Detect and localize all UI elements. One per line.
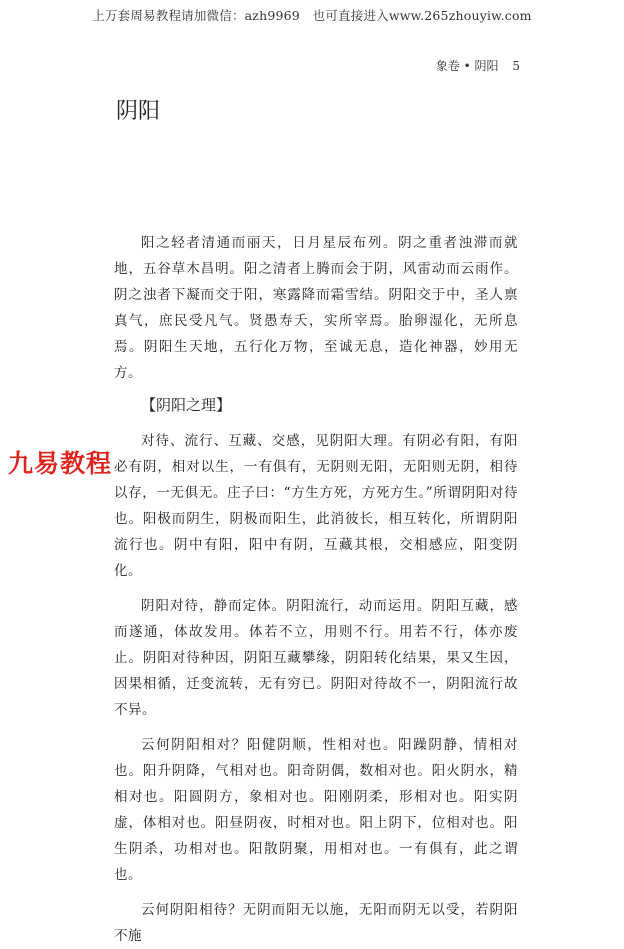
intro-paragraph: 阳之轻者清通而丽天，日月星辰布列。阴之重者浊滞而就地，五谷草木昌明。阳之清者上腾而会于阴，风雷动而云雨作。阴之浊者下凝而交于阳，寒露降而霜雪结。阴阳交于中，圣人禀真气，庶民受凡气。贤愚寿夭，实所宰焉。胎卵湿化，无所息焉。阴阳生天地，五行化万物，至诚无息，造化神器，妙用无方。 <box>114 235 518 381</box>
paragraph-2: 阴阳对待，静而定体。阴阳流行，动而运用。阴阳互藏，感而遂通，体故发用。体若不立，用则不行。用若不行，体亦废止。阴阳对待种因，阴阳互藏攀缘，阴阳转化结果，果又生因，因果相循，迁变流转，无有穷已。阴阳对待故不一，阴阳流行故不异。 <box>114 598 518 718</box>
running-head <box>436 57 520 74</box>
chapter-title: 阴阳 <box>116 99 161 124</box>
section-heading: 【阴阳之理】 <box>141 396 232 414</box>
paragraph-4: 云何阴阳相待？无阴而阳无以施，无阳而阴无以受，若阴阳不施 <box>114 902 518 944</box>
body-text <box>114 230 518 949</box>
paragraph-1: 对待、流行、互藏、交感，见阴阳大理。有阴必有阳，有阳必有阴，相对以生，一有俱有，无阴则无阳，无阳则无阴，相待以存，一无俱无。庄子曰：“方生方死，方死方生。”所谓阴阳对待也。阳极而阴生，阴极而阳生，此消彼长，相互转化，所谓阴阳流行也。阴中有阳，阳中有阴，互藏其根，交相感应，阳变阴化。 <box>114 433 518 579</box>
promo-banner: 上万套周易教程请加微信：azh9969 也可直接进入www.265zhouyiw.com <box>92 8 532 23</box>
running-head-label: 象卷 • 阴阳 <box>435 59 499 73</box>
paragraph-3: 云何阴阳相对？阳健阴顺，性相对也。阳躁阴静，情相对也。阳升阴降，气相对也。阳奇阴偶，数相对也。阳火阴水，精相对也。阳圆阴方，象相对也。阳刚阴柔，形相对也。阳实阴虚，体相对也。阳昼阴夜，时相对也。阳上阴下，位相对也。阳生阴杀，功相对也。阳散阴聚，用相对也。一有俱有，此之谓也。 <box>114 737 518 883</box>
watermark-logo: 九易教程 <box>8 449 113 478</box>
page-number: 5 <box>512 59 520 73</box>
